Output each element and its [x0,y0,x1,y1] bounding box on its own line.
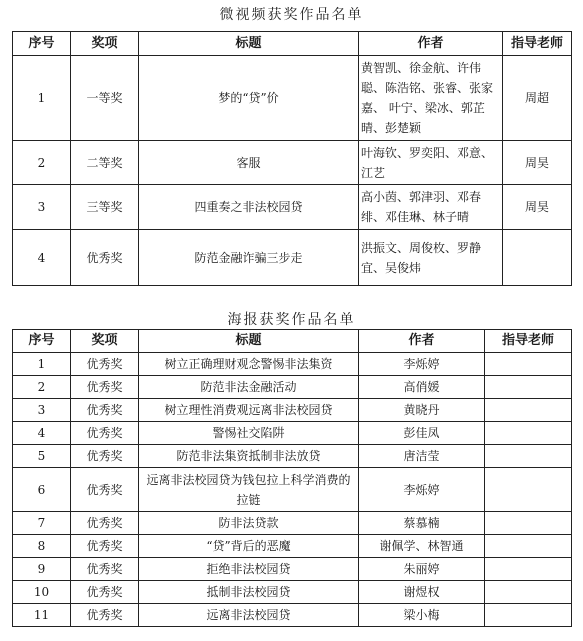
cell-title: 客服 [139,141,359,185]
table-header-row [13,330,572,353]
cell-no: 1 [13,353,71,376]
header-title: 标题 [139,330,359,353]
cell-teacher [485,535,572,558]
cell-teacher [485,581,572,604]
cell-no: 5 [13,445,71,468]
cell-no: 8 [13,535,71,558]
cell-award: 优秀奖 [71,512,139,535]
cell-title: 远离非法校园贷为钱包拉上科学消费的拉链 [139,468,359,512]
cell-no: 7 [13,512,71,535]
cell-teacher [485,399,572,422]
table-row [13,422,572,445]
cell-authors: 李烁婷 [359,353,485,376]
cell-teacher [485,422,572,445]
header-authors: 作者 [359,32,503,56]
table-row [13,230,572,286]
cell-title: 防范非法金融活动 [139,376,359,399]
cell-authors: 叶海钦、罗奕阳、邓意、江艺 [359,141,503,185]
cell-teacher [485,604,572,627]
cell-title: 警惕社交陷阱 [139,422,359,445]
cell-award: 优秀奖 [71,422,139,445]
poster-awards-table [12,329,572,627]
cell-teacher: 周昊 [503,185,572,230]
cell-authors: 李烁婷 [359,468,485,512]
cell-teacher [503,230,572,286]
cell-award: 优秀奖 [71,581,139,604]
cell-title: 四重奏之非法校园贷 [139,185,359,230]
cell-authors: 梁小梅 [359,604,485,627]
cell-title: 梦的“贷”价 [139,56,359,141]
cell-authors: 黄智凯、徐金航、许伟聪、陈浩铭、张睿、张家嘉、 叶宁、梁冰、郭芷晴、彭楚颖 [359,56,503,141]
cell-title: 防范金融诈骗三步走 [139,230,359,286]
table-row [13,376,572,399]
table-row [13,604,572,627]
cell-title: 树立正确理财观念警惕非法集资 [139,353,359,376]
cell-award: 优秀奖 [71,230,139,286]
video-awards-table [12,31,572,286]
header-teacher: 指导老师 [503,32,572,56]
cell-authors: 洪振文、周俊枚、罗静宜、吴俊炜 [359,230,503,286]
header-award: 奖项 [71,330,139,353]
cell-award: 二等奖 [71,141,139,185]
cell-no: 6 [13,468,71,512]
cell-title: 抵制非法校园贷 [139,581,359,604]
cell-authors: 谢佩学、林智通 [359,535,485,558]
cell-teacher [485,468,572,512]
table-row [13,468,572,512]
cell-title: 远离非法校园贷 [139,604,359,627]
cell-award: 优秀奖 [71,535,139,558]
header-award: 奖项 [71,32,139,56]
video-awards-caption: 微视频获奖作品名单 [219,7,364,23]
cell-award: 优秀奖 [71,376,139,399]
table-row [13,399,572,422]
header-no: 序号 [13,32,71,56]
cell-no: 2 [13,141,71,185]
header-no: 序号 [13,330,71,353]
header-title: 标题 [139,32,359,56]
cell-no: 11 [13,604,71,627]
cell-authors: 蔡慕楠 [359,512,485,535]
cell-authors: 谢煜权 [359,581,485,604]
cell-no: 2 [13,376,71,399]
cell-title: 防范非法集资抵制非法放贷 [139,445,359,468]
table-row [13,445,572,468]
table-row [13,581,572,604]
cell-award: 优秀奖 [71,399,139,422]
cell-award: 优秀奖 [71,353,139,376]
cell-title: 树立理性消费观远离非法校园贷 [139,399,359,422]
table-row [13,185,572,230]
poster-awards-caption: 海报获奖作品名单 [227,312,356,328]
cell-authors: 高俏媛 [359,376,485,399]
cell-no: 3 [13,185,71,230]
cell-award: 优秀奖 [71,468,139,512]
cell-teacher [485,376,572,399]
cell-teacher [485,353,572,376]
cell-award: 三等奖 [71,185,139,230]
cell-authors: 高小茵、郭津羽、邓春绯、邓佳琳、林子晴 [359,185,503,230]
cell-award: 优秀奖 [71,604,139,627]
cell-award: 优秀奖 [71,445,139,468]
cell-no: 9 [13,558,71,581]
table-row [13,512,572,535]
cell-authors: 朱丽婷 [359,558,485,581]
cell-award: 一等奖 [71,56,139,141]
cell-title: 拒绝非法校园贷 [139,558,359,581]
cell-no: 1 [13,56,71,141]
cell-teacher: 周昊 [503,141,572,185]
cell-no: 4 [13,230,71,286]
cell-authors: 黄晓丹 [359,399,485,422]
cell-title: “贷”背后的恶魔 [139,535,359,558]
cell-teacher: 周超 [503,56,572,141]
cell-no: 10 [13,581,71,604]
table-row [13,353,572,376]
table-row [13,558,572,581]
header-teacher: 指导老师 [485,330,572,353]
cell-no: 4 [13,422,71,445]
cell-authors: 唐洁莹 [359,445,485,468]
cell-title: 防非法贷款 [139,512,359,535]
cell-authors: 彭佳凤 [359,422,485,445]
table-row [13,141,572,185]
cell-award: 优秀奖 [71,558,139,581]
cell-no: 3 [13,399,71,422]
cell-teacher [485,512,572,535]
cell-teacher [485,558,572,581]
cell-teacher [485,445,572,468]
table-header-row [13,32,572,56]
table-row [13,535,572,558]
header-authors: 作者 [359,330,485,353]
table-row [13,56,572,141]
